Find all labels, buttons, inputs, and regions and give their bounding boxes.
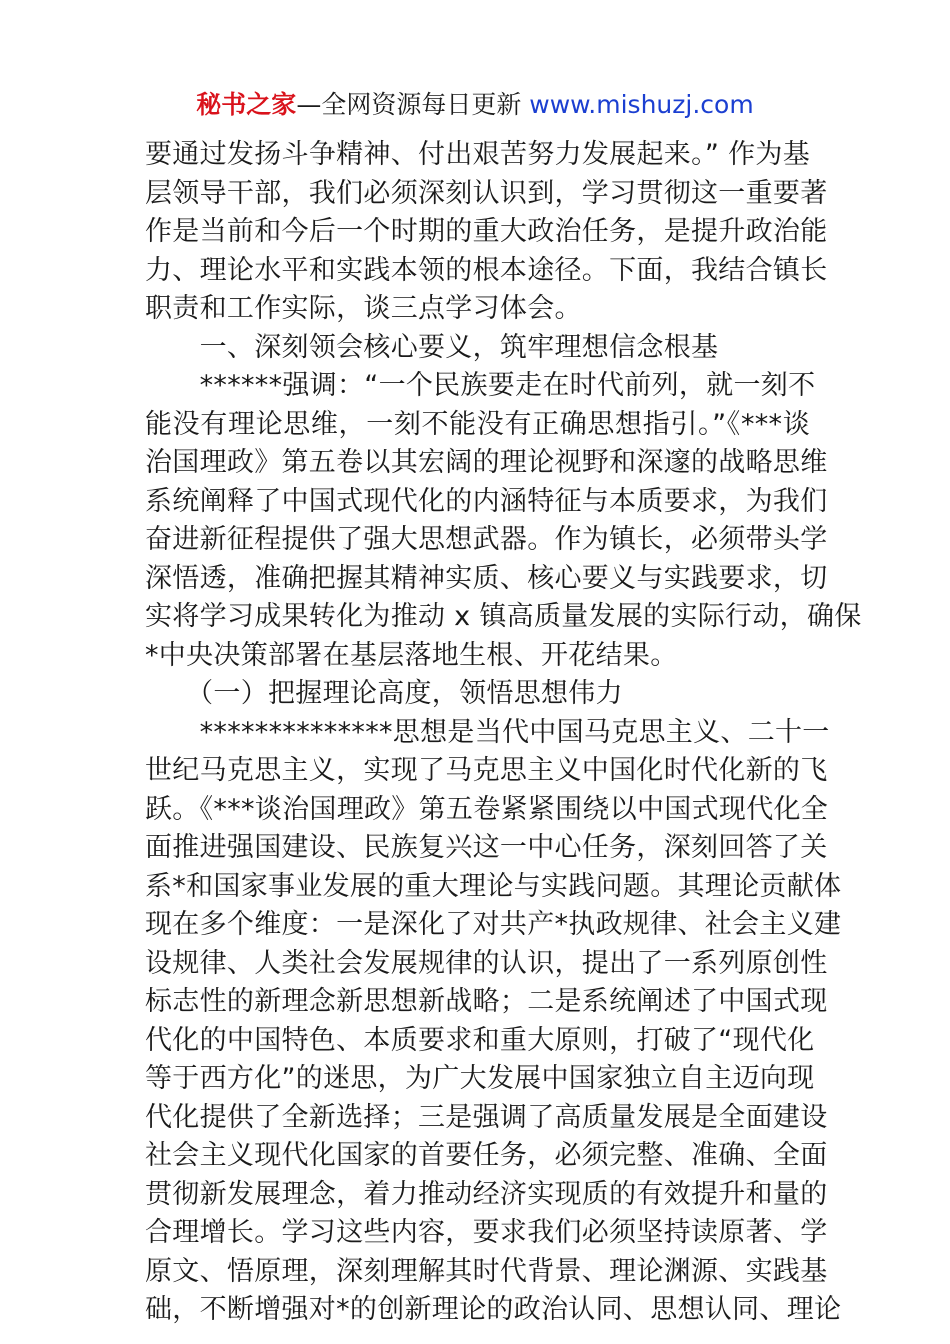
- site-header: [0, 88, 950, 122]
- text-line: 治国理政》第五卷以其宏阔的理论视野和深邃的战略思维: [145, 447, 828, 478]
- text-line: 实将学习成果转化为推动 x 镇高质量发展的实际行动，确保: [145, 601, 862, 632]
- text-line: ******强调：“一个民族要走在时代前列，就一刻不: [145, 370, 816, 401]
- text-line: 代化提供了全新选择；三是强调了高质量发展是全面建设: [145, 1101, 828, 1133]
- text-line: 系*和国家事业发展的重大理论与实践问题。其理论贡献体: [145, 870, 842, 902]
- text-line: 代化的中国特色、本质要求和重大原则，打破了“现代化: [145, 1024, 815, 1056]
- text-line: 等于西方化”的迷思，为广大发展中国家独立自主迈向现: [145, 1063, 815, 1094]
- text-line: 能没有理论思维，一刻不能没有正确思想指引。”《***谈: [145, 408, 810, 440]
- text-line: 作是当前和今后一个时期的重大政治任务，是提升政治能: [145, 216, 828, 247]
- section-heading: 一、深刻领会核心要义，筑牢理想信念根基: [145, 331, 719, 363]
- text-line: 深悟透，准确把握其精神实质、核心要义与实践要求，切: [145, 562, 828, 594]
- text-line: 面推进强国建设、民族复兴这一中心任务，深刻回答了关: [145, 832, 828, 863]
- text-line: 系统阐释了中国式现代化的内涵特征与本质要求，为我们: [145, 485, 828, 517]
- text-line: 原文、悟原理，深刻理解其时代背景、理论渊源、实践基: [145, 1255, 828, 1287]
- text-line: 贯彻新发展理念，着力推动经济实现质的有效提升和量的: [145, 1178, 828, 1210]
- text-line: 现在多个维度：一是深化了对共产*执政规律、社会主义建: [145, 909, 842, 940]
- subsection-heading: （一）把握理论高度，领悟思想伟力: [145, 678, 623, 709]
- text-line: 层领导干部，我们必须深刻认识到，学习贯彻这一重要著: [145, 177, 828, 209]
- text-line: 职责和工作实际，谈三点学习体会。: [145, 293, 582, 324]
- site-tagline: —全网资源每日更新: [296, 90, 530, 119]
- text-line: 合理增长。学习这些内容，要求我们必须坚持读原著、学: [145, 1217, 828, 1248]
- document-body: [145, 136, 862, 1330]
- text-line: *中央决策部署在基层落地生根、开花结果。: [145, 639, 678, 671]
- text-line: 标志性的新理念新思想新战略；二是系统阐述了中国式现: [145, 986, 828, 1017]
- text-line: 力、理论水平和实践本领的根本途径。下面，我结合镇长: [145, 254, 828, 286]
- text-line: 世纪马克思主义，实现了马克思主义中国化时代化新的飞: [145, 755, 828, 786]
- text-line: 设规律、人类社会发展规律的认识，提出了一系列原创性: [145, 947, 828, 979]
- site-url-link[interactable]: www.mishuzj.com: [529, 90, 754, 119]
- text-line: 要通过发扬斗争精神、付出艰苦努力发展起来。” 作为基: [145, 139, 810, 170]
- site-brand: 秘书之家: [196, 90, 297, 119]
- text-line: 社会主义现代化国家的首要任务，必须完整、准确、全面: [145, 1140, 828, 1171]
- text-line: 跃。《***谈治国理政》第五卷紧紧围绕以中国式现代化全: [145, 793, 829, 825]
- text-line: 奋进新征程提供了强大思想武器。作为镇长，必须带头学: [145, 524, 828, 555]
- text-line: **************思想是当代中国马克思主义、二十一: [145, 716, 830, 748]
- text-line: 础，不断增强对*的创新理论的政治认同、思想认同、理论: [145, 1294, 842, 1325]
